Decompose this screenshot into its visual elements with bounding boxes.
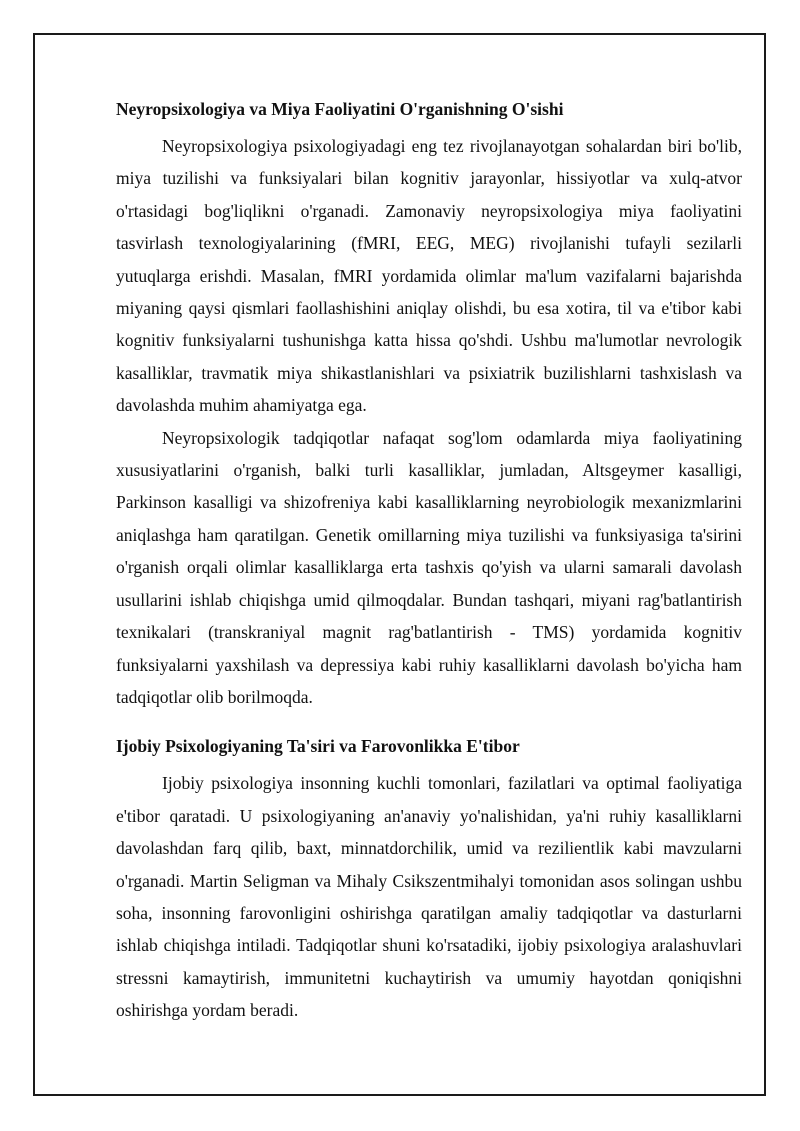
paragraph-neuropsychology-1: Neyropsixologiya psixologiyadagi eng tez rivojlanayotgan sohalardan biri bo'lib, miya tuzilishi va funksiyalari bilan kognitiv jarayonlar, hissiyotlar va xulq-atvor o'rtasidagi bog'liqlikni o'rganadi. Zamonaviy neyropsixologiya miya faoliyatini tasvirlash texnologiyalarining (fMRI, EEG, MEG) rivojlanishi tufayli sezilarli yutuqlarga erishdi. Masalan, fMRI yordamida olimlar ma'lum vazifalarni bajarishda miyaning qaysi qismlari faollashishini aniqlay olishdi, bu esa xotira, til va e'tibor kabi kognitiv funksiyalarni tushunishga katta hissa qo'shdi. Ushbu ma'lumotlar nevrologik kasalliklar, travmatik miya shikastlanishlari va psixiatrik buzilishlarni tashxislash va davolashda muhim ahamiyatga ega.	[116, 136, 742, 416]
section-heading-positive-psychology: Ijobiy Psixologiyaning Ta'siri va Farovonlikka E'tibor	[116, 736, 520, 757]
document-body	[116, 97, 742, 1027]
paragraph-positive-psychology-1: Ijobiy psixologiya insonning kuchli tomonlari, fazilatlari va optimal faoliyatiga e'tibor qaratadi. U psixologiyaning an'anaviy yo'nalishidan, ya'ni ruhiy kasalliklarni davolashdan farq qilib, baxt, minnatdorchilik, umid va rezilientlik kabi mavzularni o'rganadi. Martin Seligman va Mihaly Csikszentmihalyi tomonidan asos solingan ushbu soha, insonning farovonligini oshirishga qaratilgan amaliy tadqiqotlar va dasturlarni ishlab chiqishga intiladi. Tadqiqotlar shuni ko'rsatadiki, ijobiy psixologiya aralashuvlari stressni kamaytirish, immunitetni kuchaytirish va umumiy hayotdan qoniqishni oshirishga yordam beradi.	[116, 773, 742, 1021]
section-heading-neuropsychology: Neyropsixologiya va Miya Faoliyatini O'rganishning O'sishi	[116, 99, 564, 119]
paragraph-neuropsychology-2: Neyropsixologik tadqiqotlar nafaqat sog'lom odamlarda miya faoliyatining xususiyatlarini o'rganish, balki turli kasalliklar, jumladan, Altsgeymer kasalligi, Parkinson kasalligi va shizofreniya kabi kasalliklarning neyrobiologik mexanizmlarini aniqlashga ham qaratilgan. Genetik omillarning miya tuzilishi va funksiyasiga ta'sirini o'rganish orqali olimlar kasalliklarga erta tashxis qo'yish va ularni samarali davolash usullarini ishlab chiqishga umid qilmoqdalar. Bundan tashqari, miyani rag'batlantirish texnikalari (transkraniyal magnit rag'batlantirish - TMS) yordamida kognitiv funksiyalarni yaxshilash va depressiya kabi ruhiy kasalliklarni davolash bo'yicha ham tadqiqotlar olib borilmoqda.	[116, 427, 742, 707]
